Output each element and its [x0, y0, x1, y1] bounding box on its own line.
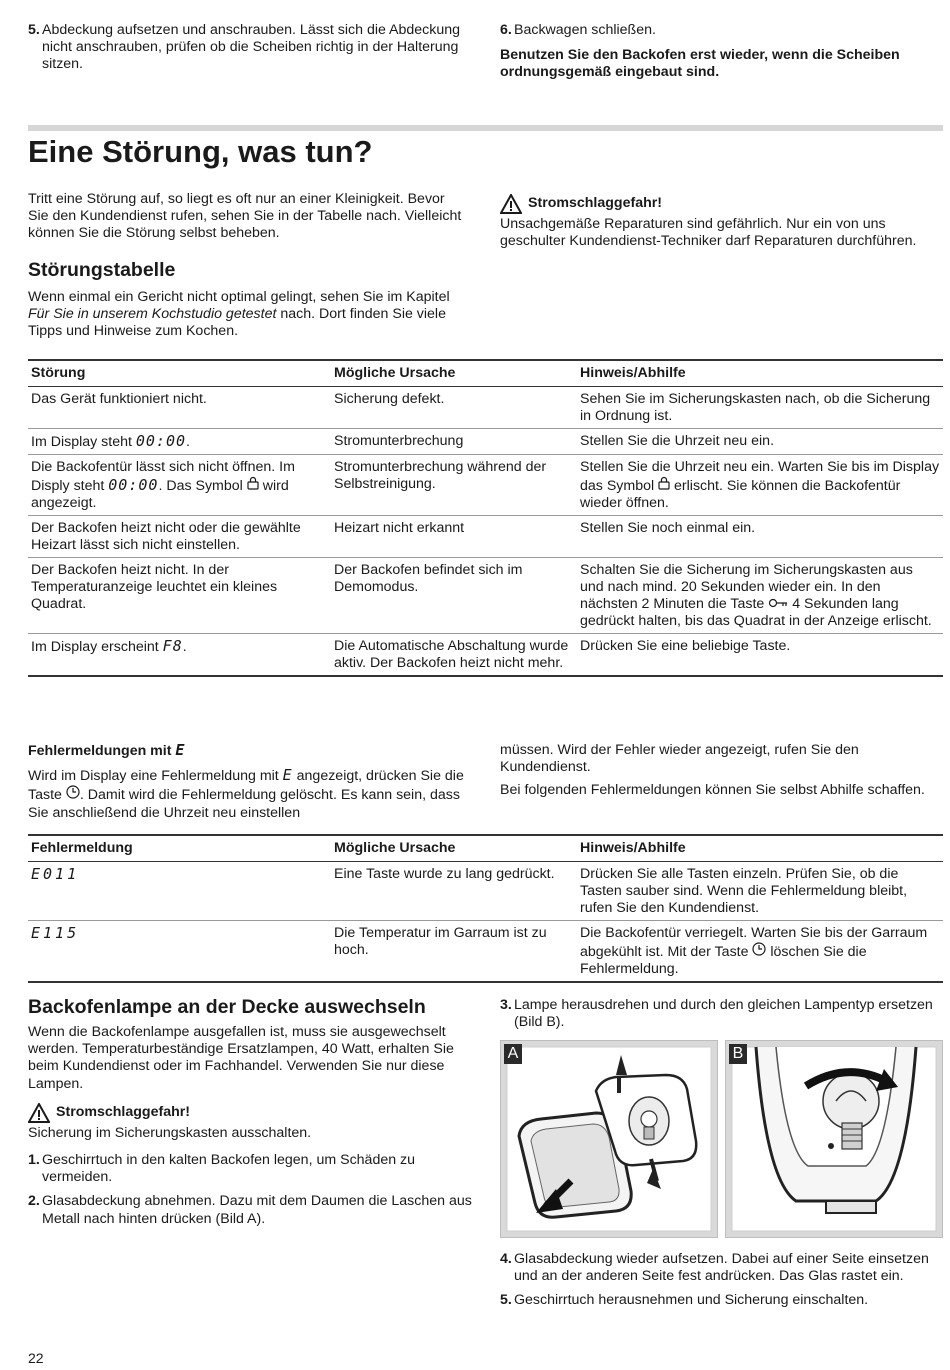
step-note: Benutzen Sie den Backofen erst wieder, wenn die Scheiben ordnungsgemäß eingebaut sind.	[500, 47, 900, 81]
column-header: Mögliche Ursache	[331, 360, 577, 387]
section-title: Eine Störung, was tun?	[28, 134, 373, 169]
step-number: 6.	[500, 22, 512, 38]
list-item: 5. Geschirrtuch herausnehmen und Sicherung einschalten.	[500, 1292, 869, 1309]
table-cell: Der Backofen befindet sich im Demomodus.	[331, 558, 577, 634]
table-cell: Stellen Sie die Uhrzeit neu ein. Warten Sie bis im Display das Symbol erlischt. Sie können die Backofentür wieder öffnen.	[577, 455, 943, 516]
list-item: 1. Geschirrtuch in den kalten Backofen legen, um Schäden zu vermeiden.	[28, 1152, 416, 1186]
table-cell: Das Gerät funktioniert nicht.	[28, 387, 331, 429]
warning-text: Unsachgemäße Reparaturen sind gefährlich. Nur ein von uns geschulter Kundendienst-Techniker darf Reparaturen durchführen.	[500, 216, 917, 250]
warning-icon	[500, 194, 522, 214]
table-cell: Sicherung defekt.	[331, 387, 577, 429]
table-row	[28, 387, 943, 429]
table-cell: Die Backofentür verriegelt. Warten Sie bis der Garraum abgekühlt ist. Mit der Taste löschen Sie die Fehlermeldung.	[577, 921, 943, 983]
section-intro: Tritt eine Störung auf, so liegt es oft nur an einer Kleinigkeit. Bevor Sie den Kundendienst rufen, sehen Sie in der Tabelle nach. Vielleicht können Sie die Störung selbst beheben.	[28, 191, 462, 242]
table-cell: Schalten Sie die Sicherung im Sicherungskasten aus und nach mind. 20 Sekunden wieder ein. In den nächsten 2 Minuten die Taste 4 Sekunden lang gedrückt halten, bis das Quadrat in der Anzeige erlischt.	[577, 558, 943, 634]
warning-box	[500, 194, 940, 250]
table-cell: Stellen Sie die Uhrzeit neu ein.	[577, 429, 943, 455]
errors-section-continued	[500, 742, 940, 800]
step-number: 5.	[28, 22, 40, 38]
glass-cover-illustration	[501, 1041, 717, 1237]
list-item: 2. Glasabdeckung abnehmen. Dazu mit dem Daumen die Laschen aus Metall nach hinten drücken (Bild A).	[28, 1193, 472, 1227]
lock-icon	[658, 476, 670, 490]
column-header: Mögliche Ursache	[331, 835, 577, 862]
page-number: 22	[28, 1350, 44, 1366]
figure-a	[500, 1040, 718, 1238]
table-cell: Sehen Sie im Sicherungskasten nach, ob die Sicherung in Ordnung ist.	[577, 387, 943, 429]
errors-text: Bei folgenden Fehlermeldungen können Sie selbst Abhilfe schaffen.	[500, 782, 925, 799]
table-cell: Im Display steht 00:00.	[28, 429, 331, 455]
step-text: Abdeckung aufsetzen und anschrauben. Lässt sich die Abdeckung nicht anschrauben, prüfen ob die Scheiben richtig in der Halterung sitzen.	[42, 22, 461, 73]
lamp-intro: Wenn die Backofenlampe ausgefallen ist, muss sie ausgewechselt werden. Temperaturbeständige Ersatzlampen, 40 Watt, erhalten Sie beim Kundendienst oder im Fachhandel. Verwenden Sie nur diese Lampen.	[28, 1024, 454, 1092]
fault-table	[28, 359, 943, 677]
warning-icon	[28, 1103, 50, 1123]
errors-text: müssen. Wird der Fehler wieder angezeigt, rufen Sie den Kundendienst.	[500, 742, 859, 776]
table-row	[28, 862, 943, 921]
table-cell	[28, 862, 331, 921]
lock-icon	[247, 476, 259, 490]
table-header-row	[28, 835, 943, 862]
section-divider	[28, 125, 943, 131]
fault-table-intro: Wenn einmal ein Gericht nicht optimal gelingt, sehen Sie im Kapitel Für Sie in unserem Kochstudio getestet nach. Dort finden Sie viele Tipps und Hinweise zum Kochen.	[28, 289, 450, 340]
list-item: 3. Lampe herausdrehen und durch den gleichen Lampentyp ersetzen (Bild B).	[500, 997, 933, 1031]
column-header: Hinweis/Abhilfe	[577, 835, 943, 862]
lamp-section	[28, 1024, 473, 1228]
figure-label: A	[504, 1044, 522, 1064]
lamp-heading: Backofenlampe an der Decke auswechseln	[28, 996, 426, 1018]
step-text: Backwagen schließen.	[514, 22, 656, 38]
table-row	[28, 921, 943, 983]
clock-icon	[66, 785, 80, 799]
error-code: E115	[31, 924, 80, 942]
table-cell: Der Backofen heizt nicht. In der Temperaturanzeige leuchtet ein kleines Quadrat.	[28, 558, 331, 634]
column-header: Hinweis/Abhilfe	[577, 360, 943, 387]
table-cell: Die Automatische Abschaltung wurde aktiv. Der Backofen heizt nicht mehr.	[331, 634, 577, 677]
errors-text: Wird im Display eine Fehlermeldung mit E angezeigt, drücken Sie die Taste . Damit wird die Fehlermeldung gelöscht. Es kann sein, dass Sie anschließend die Uhrzeit neu einstellen	[28, 766, 464, 821]
table-row	[28, 429, 943, 455]
table-row	[28, 634, 943, 677]
step-5	[28, 22, 468, 74]
display-code: 00:00	[135, 432, 187, 450]
table-cell: Heizart nicht erkannt	[331, 516, 577, 558]
errors-section	[28, 742, 473, 822]
table-cell: Die Temperatur im Garraum ist zu hoch.	[331, 921, 577, 983]
table-cell: Stromunterbrechung	[331, 429, 577, 455]
step-6	[500, 22, 940, 82]
table-row	[28, 558, 943, 634]
list-item: 4. Glasabdeckung wieder aufsetzen. Dabei auf einer Seite einsetzen und an der anderen Seite fest andrücken. Das Glas rastet ein.	[500, 1251, 929, 1285]
warning-title: Stromschlaggefahr!	[528, 195, 663, 212]
table-cell: Stellen Sie noch einmal ein.	[577, 516, 943, 558]
clock-icon	[752, 942, 766, 956]
table-cell: Drücken Sie eine beliebige Taste.	[577, 634, 943, 677]
table-cell	[28, 921, 331, 983]
table-cell: Im Display erscheint F8.	[28, 634, 331, 677]
table-cell: Der Backofen heizt nicht oder die gewählte Heizart lässt sich nicht einstellen.	[28, 516, 331, 558]
errors-heading: Fehlermeldungen mit E	[28, 741, 186, 759]
fault-table-heading: Störungstabelle	[28, 259, 176, 281]
lamp-replacement-illustration	[726, 1041, 942, 1237]
display-code: F8	[162, 637, 183, 655]
error-code: E011	[31, 865, 80, 883]
warning-title: Stromschlaggefahr!	[56, 1104, 191, 1121]
key-icon	[768, 598, 788, 608]
table-cell: Eine Taste wurde zu lang gedrückt.	[331, 862, 577, 921]
lamp-steps-continued	[500, 1251, 940, 1310]
warning-text: Sicherung im Sicherungskasten ausschalten.	[28, 1124, 312, 1141]
table-row	[28, 455, 943, 516]
table-cell: Drücken Sie alle Tasten einzeln. Prüfen Sie, ob die Tasten sauber sind. Wenn die Fehlermeldung bleibt, rufen Sie den Kundendienst.	[577, 862, 943, 921]
display-code: 00:00	[108, 476, 159, 494]
table-cell: Stromunterbrechung während der Selbstreinigung.	[331, 455, 577, 516]
column-header: Fehlermeldung	[28, 835, 331, 862]
table-cell: Die Backofentür lässt sich nicht öffnen. Im Disply steht 00:00. Das Symbol wird angezeigt.	[28, 455, 331, 516]
table-row	[28, 516, 943, 558]
column-header: Störung	[28, 360, 331, 387]
figure-label: B	[729, 1044, 747, 1064]
table-header-row	[28, 360, 943, 387]
error-table	[28, 834, 943, 983]
figure-b	[725, 1040, 943, 1238]
